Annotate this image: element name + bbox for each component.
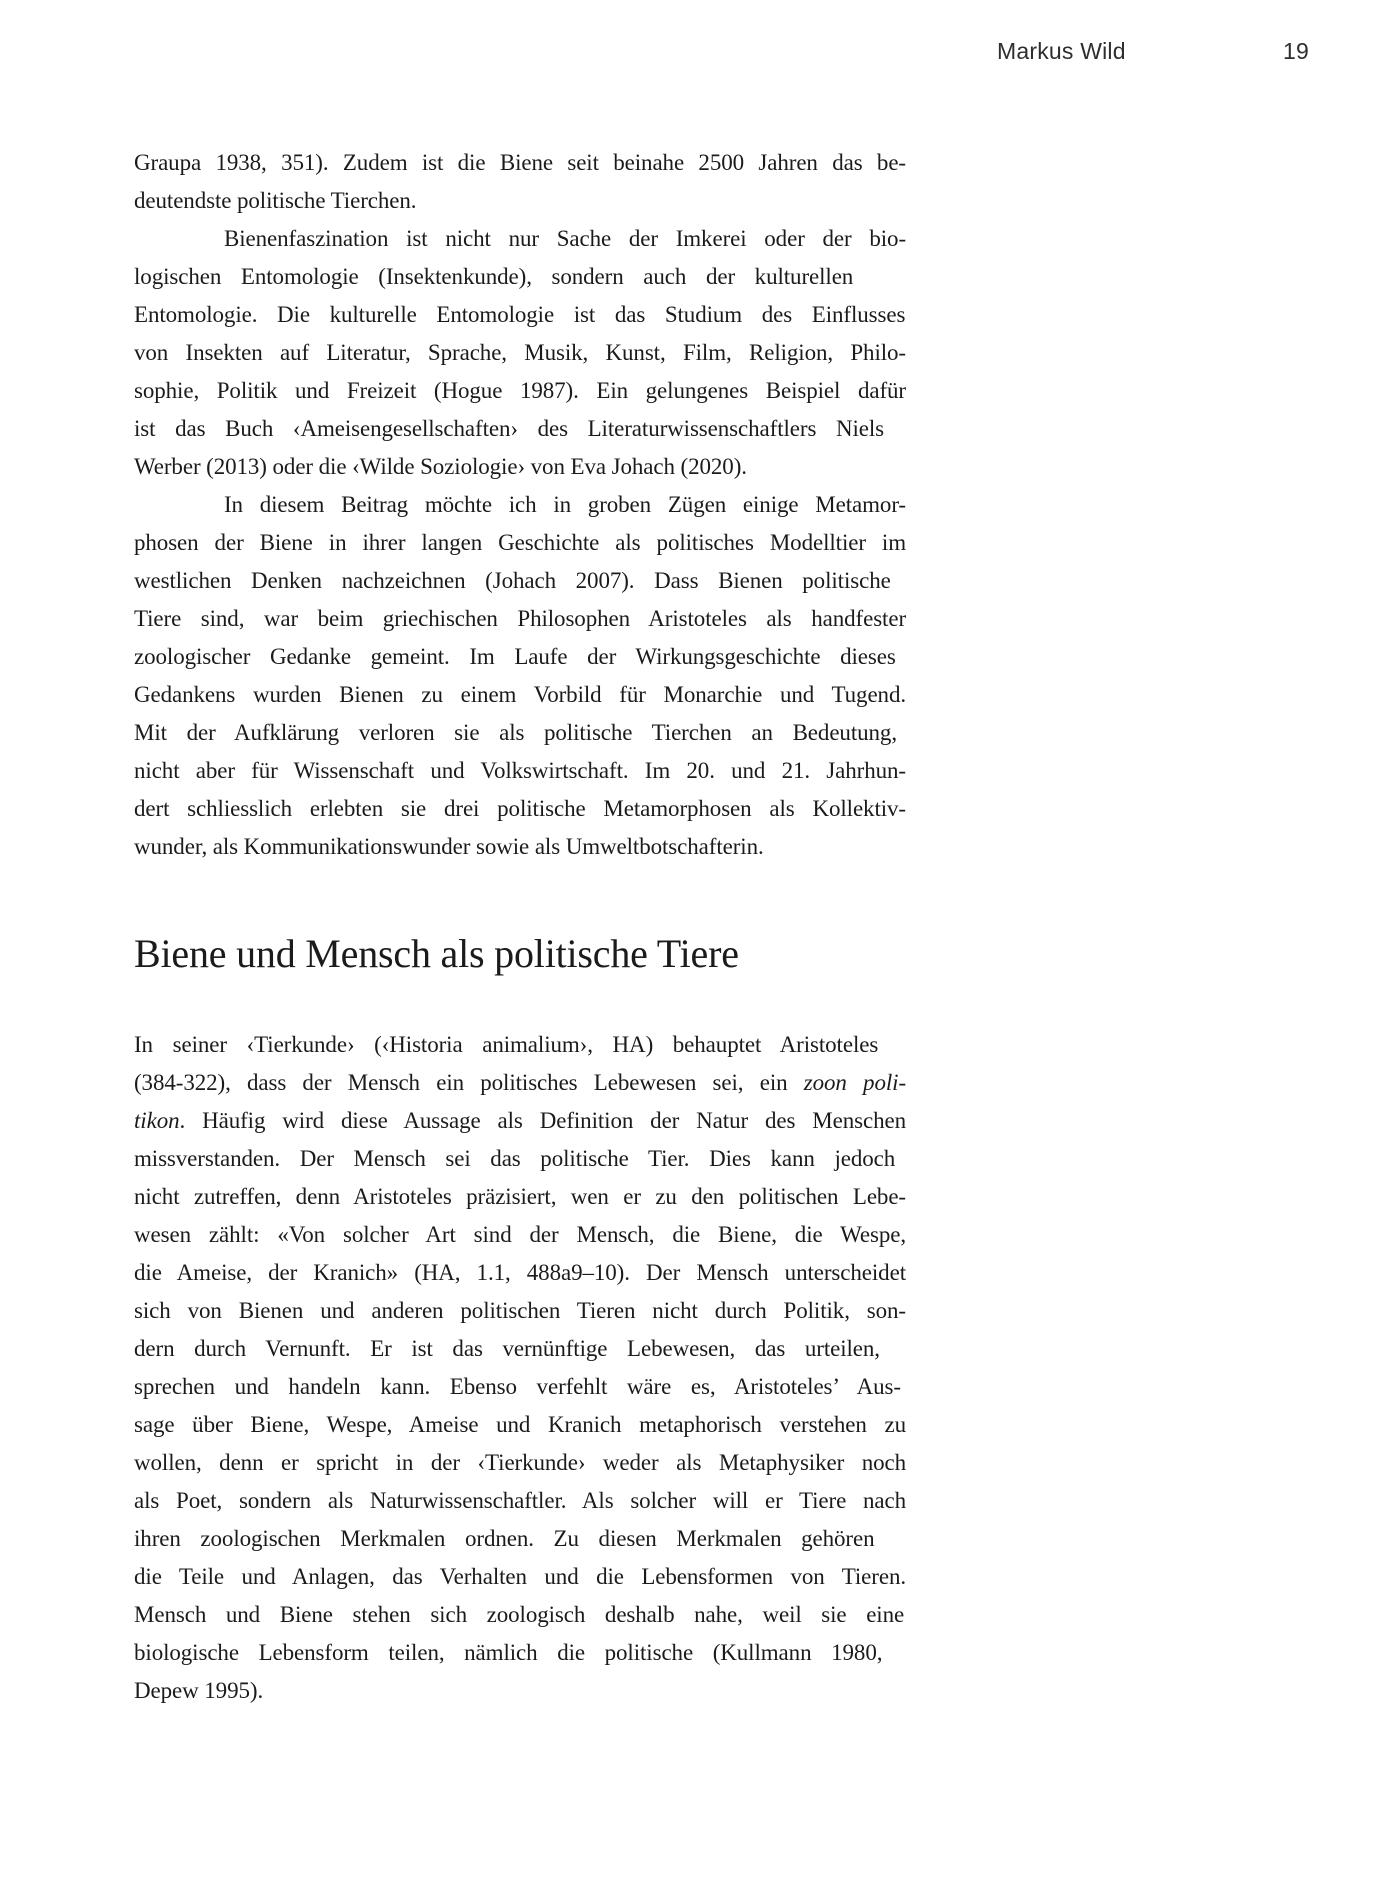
text-line xyxy=(134,1558,906,1596)
text-line-content: sprechen und handeln kann. Ebenso verfehlt wäre es, Aristoteles’ Aus- xyxy=(134,1374,901,1399)
text-line-content: nicht zutreffen, denn Aristoteles präzisiert, wen er zu den politischen Lebe- xyxy=(134,1184,906,1209)
text-line xyxy=(134,334,906,372)
text-line xyxy=(134,1026,906,1064)
text-line-content: wesen zählt: «Von solcher Art sind der Mensch, die Biene, die Wespe, xyxy=(134,1222,906,1247)
paragraph xyxy=(134,1026,906,1710)
text-line xyxy=(134,1634,906,1672)
text-line-content: logischen Entomologie (Insektenkunde), sondern auch der kulturellen xyxy=(134,264,854,289)
text-line xyxy=(134,1444,906,1482)
text-line-content: biologische Lebensform teilen, nämlich die politische (Kullmann 1980, xyxy=(134,1640,883,1665)
text-line-content: die Ameise, der Kranich» (HA, 1.1, 488a9–10). Der Mensch unterscheidet xyxy=(134,1260,906,1285)
text-line xyxy=(134,1102,906,1140)
text-line-content: westlichen Denken nachzeichnen (Johach 2007). Dass Bienen politische xyxy=(134,568,891,593)
text-line-content: Graupa 1938, 351). Zudem ist die Biene seit beinahe 2500 Jahren das be- xyxy=(134,150,906,175)
text-line xyxy=(134,182,906,220)
paragraph xyxy=(134,220,906,486)
text-line-content: als Poet, sondern als Naturwissenschaftler. Als solcher will er Tiere nach xyxy=(134,1488,906,1513)
text-line xyxy=(134,524,906,562)
text-line xyxy=(134,1368,906,1406)
text-line-content: Entomologie. Die kulturelle Entomologie ist das Studium des Einflusses xyxy=(134,302,906,327)
text-line-content: Werber (2013) oder die ‹Wilde Soziologie› von Eva Johach (2020). xyxy=(134,454,747,479)
text-line-content: ihren zoologischen Merkmalen ordnen. Zu diesen Merkmalen gehören xyxy=(134,1526,875,1551)
text-line xyxy=(134,220,906,258)
plain-text: . Häufig wird diese Aussage als Definition der Natur des Menschen xyxy=(179,1108,906,1133)
text-line xyxy=(134,562,906,600)
text-line xyxy=(134,1672,906,1710)
text-line-content: phosen der Biene in ihrer langen Geschichte als politisches Modelltier im xyxy=(134,530,906,555)
page-number: 19 xyxy=(1283,38,1309,64)
text-line-content: In seiner ‹Tierkunde› (‹Historia animalium›, HA) behauptet Aristoteles xyxy=(134,1032,879,1057)
text-line xyxy=(134,1520,906,1558)
page-header xyxy=(0,38,1400,68)
text-line xyxy=(134,676,906,714)
text-line-content: sich von Bienen und anderen politischen Tieren nicht durch Politik, son- xyxy=(134,1298,906,1323)
text-line xyxy=(134,1140,906,1178)
text-line xyxy=(134,1596,906,1634)
text-line-content: ist das Buch ‹Ameisengesellschaften› des Literaturwissenschaftlers Niels xyxy=(134,416,884,441)
text-line-content xyxy=(134,1070,906,1095)
text-line-content: In diesem Beitrag möchte ich in groben Zügen einige Metamor- xyxy=(224,492,906,517)
text-line xyxy=(134,638,906,676)
text-line xyxy=(134,1216,906,1254)
text-line-content: missverstanden. Der Mensch sei das politische Tier. Dies kann jedoch xyxy=(134,1146,896,1171)
text-line-content: die Teile und Anlagen, das Verhalten und die Lebensformen von Tieren. xyxy=(134,1564,906,1589)
text-line xyxy=(134,296,906,334)
text-line xyxy=(134,1064,906,1102)
text-line-content: wunder, als Kommunikationswunder sowie als Umweltbotschafterin. xyxy=(134,834,764,859)
text-line xyxy=(134,144,906,182)
text-line xyxy=(134,486,906,524)
text-line xyxy=(134,714,906,752)
text-line xyxy=(134,1406,906,1444)
text-line-content: dert schliesslich erlebten sie drei politische Metamorphosen als Kollektiv- xyxy=(134,796,906,821)
text-line-content: Mensch und Biene stehen sich zoologisch deshalb nahe, weil sie eine xyxy=(134,1602,905,1627)
text-line xyxy=(134,828,906,866)
text-line xyxy=(134,1482,906,1520)
text-line-content: wollen, denn er spricht in der ‹Tierkunde› weder als Metaphysiker noch xyxy=(134,1450,906,1475)
text-line-content xyxy=(134,1108,906,1133)
text-line xyxy=(134,790,906,828)
author-name: Markus Wild xyxy=(997,38,1126,64)
text-line xyxy=(134,448,906,486)
text-line-content: Bienenfaszination ist nicht nur Sache der Imkerei oder der bio- xyxy=(224,226,906,251)
paragraph xyxy=(134,144,906,220)
text-line xyxy=(134,1254,906,1292)
italic-text: zoon poli- xyxy=(803,1070,907,1095)
text-line-content: Mit der Aufklärung verloren sie als politische Tierchen an Bedeutung, xyxy=(134,720,897,745)
text-line-content: Depew 1995). xyxy=(134,1678,264,1703)
text-line xyxy=(134,258,906,296)
text-line xyxy=(134,410,906,448)
text-line-content: sophie, Politik und Freizeit (Hogue 1987). Ein gelungenes Beispiel dafür xyxy=(134,378,906,403)
text-line-content: dern durch Vernunft. Er ist das vernünftige Lebewesen, das urteilen, xyxy=(134,1336,880,1361)
text-line xyxy=(134,1292,906,1330)
text-line xyxy=(134,1178,906,1216)
italic-text: tikon xyxy=(134,1108,180,1133)
plain-text: (384-322), dass der Mensch ein politisches Lebewesen sei, ein xyxy=(134,1070,804,1095)
paragraph xyxy=(134,486,906,866)
text-line-content: zoologischer Gedanke gemeint. Im Laufe der Wirkungsgeschichte dieses xyxy=(134,644,896,669)
text-line-content: Gedankens wurden Bienen zu einem Vorbild für Monarchie und Tugend. xyxy=(134,682,906,707)
text-line xyxy=(134,372,906,410)
content-column xyxy=(134,144,906,1710)
section-heading: Biene und Mensch als politische Tiere xyxy=(134,931,739,976)
text-line-content: von Insekten auf Literatur, Sprache, Musik, Kunst, Film, Religion, Philo- xyxy=(134,340,906,365)
text-line-content: deutendste politische Tierchen. xyxy=(134,188,417,213)
text-line-content: sage über Biene, Wespe, Ameise und Kranich metaphorisch verstehen zu xyxy=(134,1412,906,1437)
text-line-content: Tiere sind, war beim griechischen Philosophen Aristoteles als handfester xyxy=(134,606,906,631)
text-line-content: nicht aber für Wissenschaft und Volkswirtschaft. Im 20. und 21. Jahrhun- xyxy=(134,758,906,783)
text-line xyxy=(134,1330,906,1368)
text-line xyxy=(134,600,906,638)
text-line xyxy=(134,752,906,790)
